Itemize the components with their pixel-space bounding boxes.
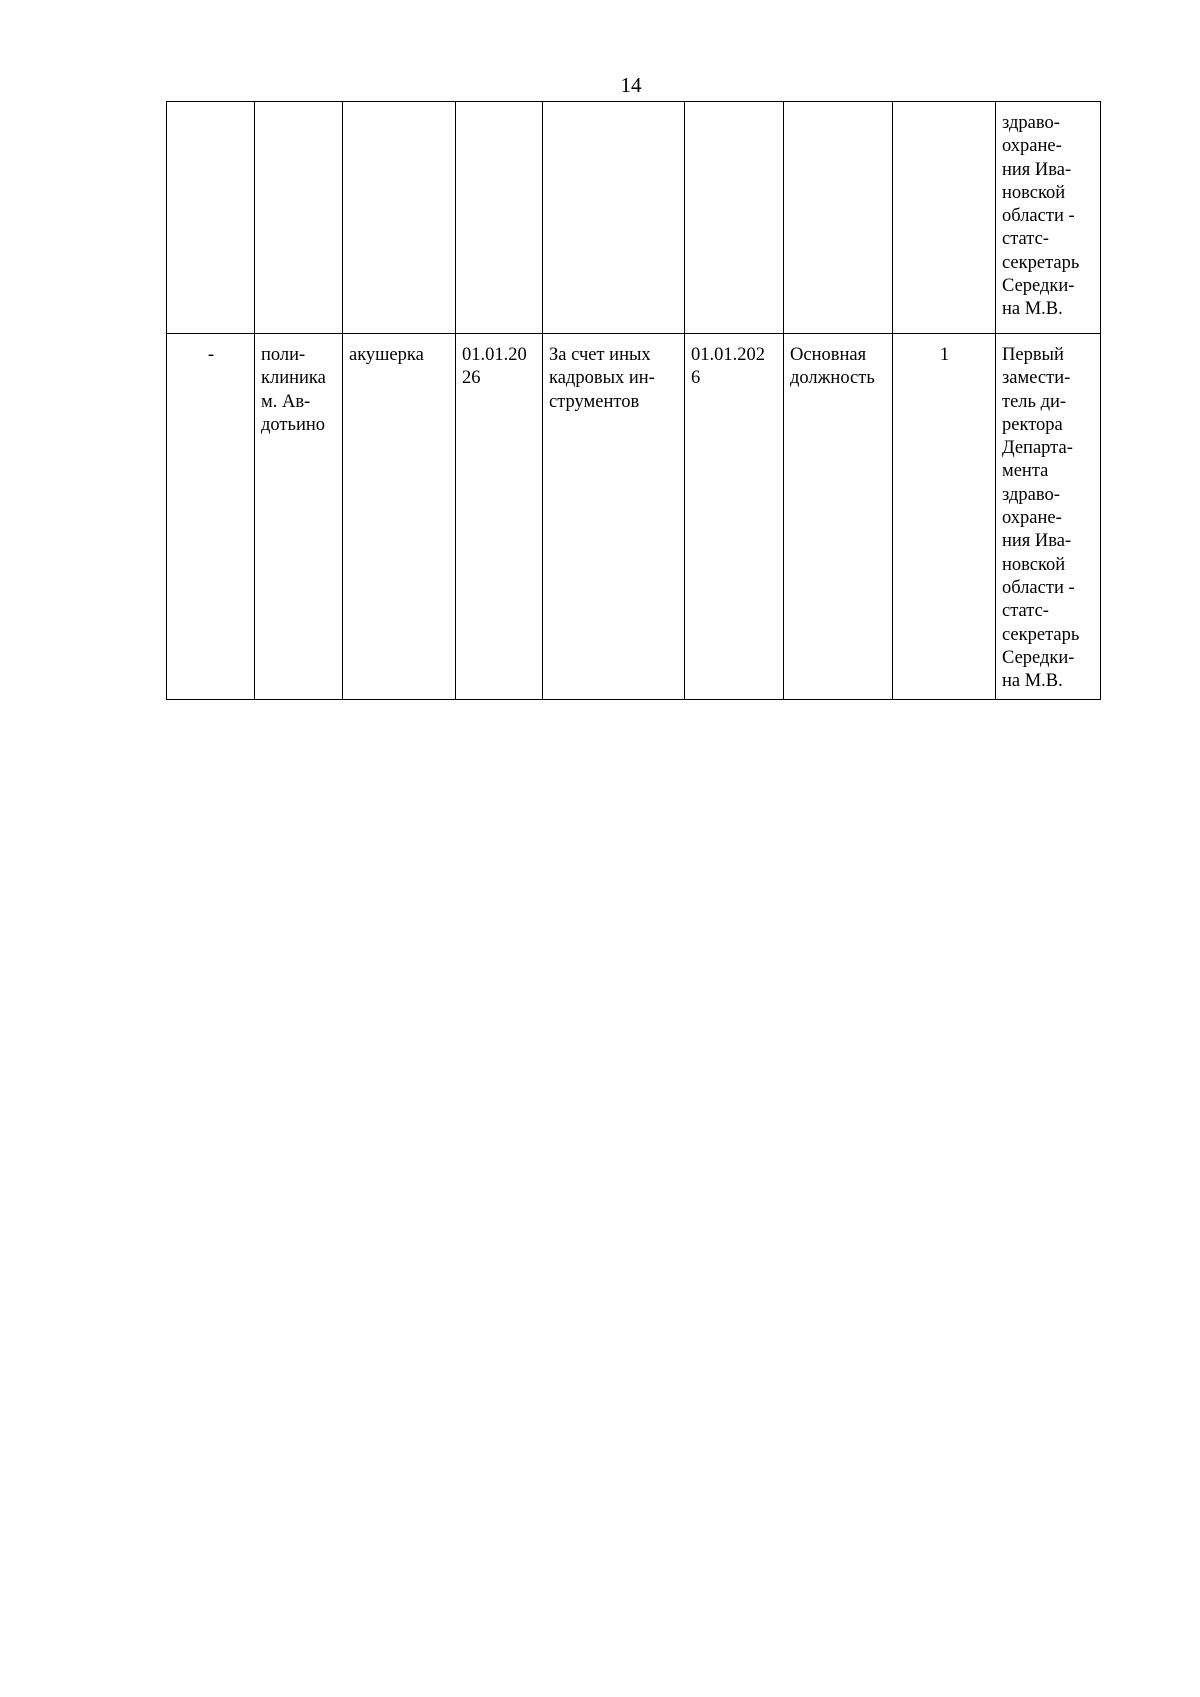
row-number-cell <box>167 334 255 700</box>
method-text: За счет иных кадровых ин- струментов <box>549 345 655 412</box>
table-cell <box>255 102 343 334</box>
count-text: 1 <box>939 345 950 365</box>
position-type-text: Основная должность <box>790 345 875 389</box>
approver-cell <box>996 334 1101 700</box>
method-cell <box>543 334 685 700</box>
table-cell <box>685 102 784 334</box>
table-cell <box>893 102 996 334</box>
position-cell <box>343 334 456 700</box>
approver-cell <box>996 102 1101 334</box>
count-cell <box>893 334 996 700</box>
date-text: 01.01.20 26 <box>462 345 527 389</box>
organization-text: поли- клиника м. Ав- дотьино <box>261 345 326 435</box>
position-type-cell <box>784 334 893 700</box>
table-cell <box>543 102 685 334</box>
staffing-table <box>166 101 1101 700</box>
approver-text: Первый замести- тель ди- ректора Департа- мента здраво- охране- ния Ива- новской области - статс- секретарь Середки- на М.В. <box>1002 345 1080 692</box>
table-cell <box>456 102 543 334</box>
row-number: - <box>207 345 215 365</box>
table-cell <box>167 102 255 334</box>
table-cell <box>784 102 893 334</box>
approver-text: здраво- охране- ния Ива- новской области - статс- секретарь Середки- на М.В. <box>1002 113 1080 320</box>
table-row <box>167 102 1101 334</box>
position-text: акушерка <box>349 345 424 365</box>
date-cell <box>456 334 543 700</box>
deadline-cell <box>685 334 784 700</box>
table-cell <box>343 102 456 334</box>
deadline-text: 01.01.202 6 <box>691 345 765 389</box>
table-row <box>167 334 1101 700</box>
page-number: 14 <box>620 73 642 97</box>
organization-cell <box>255 334 343 700</box>
